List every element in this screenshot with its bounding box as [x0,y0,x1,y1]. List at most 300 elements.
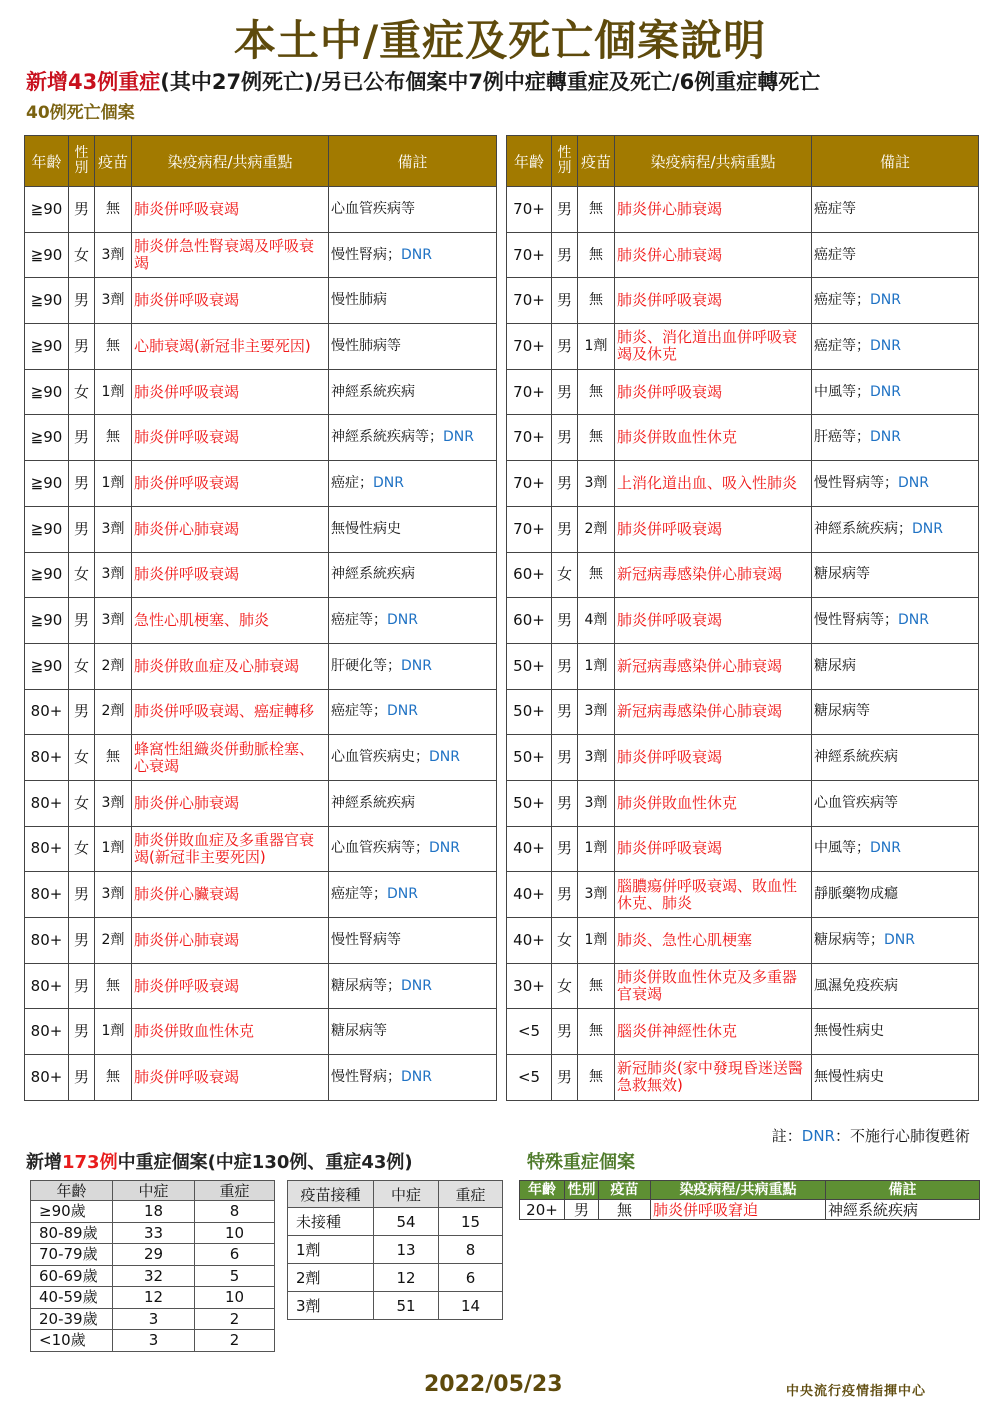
course-cell: 肺炎併敗血性休克 [615,780,812,826]
moderate-count-cell: 33 [113,1222,195,1244]
age-group-cell: 80-89歲 [31,1222,113,1244]
table-row [31,1201,275,1223]
course-cell: 肺炎、消化道出血併呼吸衰竭及休克 [615,324,812,370]
note-cell [329,369,497,415]
title-count: 173例 [62,1152,118,1173]
age-cell: 70+ [507,324,552,370]
vaccine-cell: 3劑 [95,552,132,598]
table-row [507,506,979,552]
subtitle [26,66,820,96]
report-date: 2022/05/23 [424,1372,563,1397]
note-text: 心血管疾病等 [331,200,415,217]
table-row [25,1009,497,1055]
table-row [507,963,979,1009]
table-row [25,369,497,415]
course-cell: 肺炎併敗血症及多重器官衰竭(新冠非主要死因) [132,826,329,872]
vaccine-cell: 1劑 [95,1009,132,1055]
vaccine-cell: 2劑 [95,918,132,964]
dnr-tag: DNR [401,657,432,674]
note-cell [812,689,979,735]
age-group-cell: <10歲 [31,1330,113,1352]
moderate-count-cell: 3 [113,1308,195,1330]
vaccine-status-cell: 1劑 [288,1236,374,1264]
table-row [288,1292,503,1320]
note-cell [329,232,497,278]
age-cell: 70+ [507,506,552,552]
table-row [25,735,497,781]
vaccine-cell: 3劑 [578,735,615,781]
sex-cell: 女 [552,552,578,598]
sex-cell: 男 [69,598,95,644]
sex-cell: 女 [69,643,95,689]
table-row [31,1222,275,1244]
note-cell: 神經系統疾病 [826,1200,980,1220]
dnr-tag: DNR [373,474,404,491]
table-row [25,689,497,735]
sex-cell: 男 [69,918,95,964]
age-cell: 80+ [25,1009,69,1055]
table-row [507,461,979,507]
vaccine-cell: 無 [578,369,615,415]
note-cell [329,1055,497,1101]
vaccine-cell: 無 [95,415,132,461]
note-text: 糖尿病等 [331,1023,387,1040]
note-cell [812,552,979,598]
table-row [507,643,979,689]
dnr-tag: DNR [870,337,901,354]
course-cell: 肺炎併呼吸衰竭 [132,1055,329,1101]
course-cell: 肺炎併呼吸衰竭 [132,461,329,507]
dnr-tag: DNR [387,703,418,720]
vaccine-cell: 無 [578,415,615,461]
table-row [507,278,979,324]
moderate-count-cell: 29 [113,1244,195,1266]
note-cell [329,780,497,826]
sex-cell: 男 [552,506,578,552]
table-row [25,552,497,598]
dnr-tag: DNR [912,520,943,537]
table-row [31,1308,275,1330]
note-cell [329,689,497,735]
course-cell: 肺炎、急性心肌梗塞 [615,918,812,964]
dnr-tag: DNR [443,429,474,446]
age-cell: 40+ [507,872,552,918]
severe-count-cell: 5 [195,1265,275,1287]
age-group-cell: ≥90歲 [31,1201,113,1223]
sex-cell: 男 [552,461,578,507]
vaccine-cell: 1劑 [95,369,132,415]
moderate-count-cell: 12 [113,1287,195,1309]
title-rest: 中重症個案(中症130例、重症43例) [117,1152,413,1173]
sex-cell: 男 [69,1055,95,1101]
dnr-footnote [772,1125,970,1146]
col-severe: 重症 [195,1181,275,1201]
age-cell: 70+ [507,461,552,507]
special-cases-title: 特殊重症個案 [527,1152,635,1173]
moderate-count-cell: 13 [374,1236,439,1264]
note-text: 癌症等； [331,886,387,903]
organization-name: 中央流行疫情指揮中心 [786,1384,927,1399]
note-cell [329,415,497,461]
dnr-tag: DNR [387,612,418,629]
course-cell: 肺炎併敗血性休克及多重器官衰竭 [615,963,812,1009]
table-row [25,506,497,552]
course-cell: 肺炎併呼吸衰竭 [615,598,812,644]
severe-count-cell: 6 [439,1264,503,1292]
note-cell [329,324,497,370]
table-row [25,643,497,689]
sex-cell: 女 [552,918,578,964]
course-cell: 肺炎併呼吸衰竭、癌症轉移 [132,689,329,735]
age-cell: ≧90 [25,232,69,278]
note-text: 中風等； [814,383,870,400]
vaccine-status-cell: 3劑 [288,1292,374,1320]
severe-count-cell: 10 [195,1222,275,1244]
note-text: 糖尿病等 [814,703,870,720]
age-cell: ≧90 [25,324,69,370]
note-cell [812,872,979,918]
vaccine-cell: 無 [578,187,615,233]
note-cell [329,643,497,689]
note-cell [812,1055,979,1101]
sex-cell: 男 [552,735,578,781]
vaccine-cell: 無 [95,324,132,370]
course-cell: 蜂窩性組織炎併動脈栓塞、心衰竭 [132,735,329,781]
sex-cell: 男 [552,643,578,689]
title-prefix: 新增 [26,1152,62,1173]
age-cell: ≧90 [25,369,69,415]
age-cell: 80+ [25,826,69,872]
note-text: 慢性腎病等 [331,931,401,948]
note-text: 慢性肺病等 [331,337,401,354]
table-row [25,461,497,507]
age-cell: 80+ [25,735,69,781]
note-text: 神經系統疾病 [331,383,415,400]
note-cell [812,461,979,507]
note-text: 糖尿病等； [814,931,884,948]
vaccine-cell: 無 [599,1200,651,1220]
vaccine-cell: 無 [578,232,615,278]
vaccine-cell: 3劑 [95,872,132,918]
course-cell: 肺炎併心肺衰竭 [132,918,329,964]
age-cell: 30+ [507,963,552,1009]
sex-cell: 男 [552,324,578,370]
dnr-tag: DNR [898,612,929,629]
course-cell: 肺炎併呼吸衰竭 [615,278,812,324]
course-cell: 上消化道出血、吸入性肺炎 [615,461,812,507]
note-text: 神經系統疾病等； [331,429,443,446]
table-row [25,598,497,644]
vaccine-cell: 3劑 [95,232,132,278]
age-cell: ≧90 [25,187,69,233]
course-cell: 新冠病毒感染併心肺衰竭 [615,643,812,689]
table-row [520,1200,980,1220]
age-cell: 70+ [507,369,552,415]
dnr-tag: DNR [870,840,901,857]
note-cell [812,278,979,324]
table-row [31,1287,275,1309]
age-cell: 70+ [507,187,552,233]
vaccine-cell: 1劑 [578,918,615,964]
table-row [25,872,497,918]
table-row [507,780,979,826]
table-row [507,598,979,644]
table-row [31,1244,275,1266]
table-row [507,689,979,735]
table-row [25,232,497,278]
course-cell: 新冠病毒感染併心肺衰竭 [615,552,812,598]
course-cell: 肺炎併呼吸衰竭 [132,415,329,461]
sex-cell: 女 [69,780,95,826]
note-text: 神經系統疾病； [814,520,912,537]
course-cell: 腦膿瘍併呼吸衰竭、敗血性休克、肺炎 [615,872,812,918]
sex-cell: 男 [552,232,578,278]
moderate-count-cell: 54 [374,1208,439,1236]
col-age: 年齡 [520,1181,565,1200]
note-text: 慢性腎病； [331,246,401,263]
sex-cell: 男 [552,872,578,918]
vaccine-cell: 1劑 [578,826,615,872]
note-text: 神經系統疾病 [331,566,415,583]
age-group-cell: 20-39歲 [31,1308,113,1330]
note-cell [812,643,979,689]
age-cell: 50+ [507,735,552,781]
note-text: 無慢性病史 [814,1068,884,1085]
footnote-prefix: 註： [771,1127,802,1145]
course-cell: 肺炎併心肺衰竭 [615,187,812,233]
severe-count-cell: 15 [439,1208,503,1236]
age-cell: 70+ [507,232,552,278]
age-group-cell: 70-79歲 [31,1244,113,1266]
dnr-tag: DNR [401,1068,432,1085]
death-table-right [506,135,979,1101]
note-text: 無慢性病史 [331,520,401,537]
note-cell [812,918,979,964]
table-row [25,780,497,826]
table-row [507,735,979,781]
severe-count-cell: 2 [195,1330,275,1352]
note-text: 風濕免疫疾病 [814,977,898,994]
severe-count-cell: 6 [195,1244,275,1266]
course-cell: 肺炎併心肺衰竭 [132,506,329,552]
age-cell: <5 [507,1009,552,1055]
table-row [25,278,497,324]
note-cell [329,826,497,872]
vaccine-cell: 3劑 [578,461,615,507]
course-cell: 新冠病毒感染併心肺衰竭 [615,689,812,735]
dnr-tag: DNR [429,840,460,857]
table-row [25,1055,497,1101]
severe-count-cell: 2 [195,1308,275,1330]
course-cell: 肺炎併呼吸衰竭 [615,826,812,872]
table-row [25,324,497,370]
table-row [288,1236,503,1264]
age-cell: 20+ [520,1200,565,1220]
course-cell: 肺炎併敗血症及心肺衰竭 [132,643,329,689]
vaccine-cell: 無 [95,187,132,233]
sex-cell: 男 [552,1009,578,1055]
table-row [25,187,497,233]
note-text: 神經系統疾病 [331,794,415,811]
new-cases-title [26,1148,413,1174]
note-text: 中風等； [814,840,870,857]
vaccine-cell: 4劑 [578,598,615,644]
vaccine-breakdown-table [287,1180,503,1320]
age-cell: ≧90 [25,278,69,324]
age-cell: 80+ [25,872,69,918]
course-cell: 肺炎併心肺衰竭 [615,232,812,278]
table-row [507,872,979,918]
table-row [25,963,497,1009]
age-cell: ≧90 [25,643,69,689]
note-cell [812,780,979,826]
age-cell: 60+ [507,552,552,598]
age-cell: ≧90 [25,598,69,644]
note-text: 心血管疾病史； [331,749,429,766]
age-cell: 40+ [507,918,552,964]
sex-cell: 女 [69,232,95,278]
col-moderate: 中症 [113,1181,195,1201]
note-cell [812,735,979,781]
sex-cell: 男 [69,506,95,552]
course-cell: 肺炎併呼吸衰竭 [132,278,329,324]
note-cell [329,872,497,918]
sex-cell: 男 [69,187,95,233]
note-cell [329,963,497,1009]
special-cases-table [519,1180,980,1220]
vaccine-cell: 無 [578,1055,615,1101]
course-cell: 腦炎併神經性休克 [615,1009,812,1055]
note-text: 癌症等； [331,612,387,629]
note-cell [812,1009,979,1055]
moderate-count-cell: 12 [374,1264,439,1292]
sex-cell: 男 [69,415,95,461]
vaccine-status-cell: 未接種 [288,1208,374,1236]
severe-count-cell: 14 [439,1292,503,1320]
note-cell [812,963,979,1009]
note-cell [812,415,979,461]
death-count-label: 40例死亡個案 [26,103,135,123]
sex-cell: 男 [69,461,95,507]
note-cell [329,278,497,324]
sex-cell: 男 [552,1055,578,1101]
subtitle-highlight: 新增43例重症 [26,70,161,94]
age-cell: 80+ [25,689,69,735]
moderate-count-cell: 3 [113,1330,195,1352]
table-row [507,1055,979,1101]
age-cell: 50+ [507,780,552,826]
col-note: 備註 [826,1181,980,1200]
sex-cell: 女 [69,826,95,872]
moderate-count-cell: 18 [113,1201,195,1223]
note-text: 糖尿病等； [331,977,401,994]
col-vaccine-status: 疫苗接種 [288,1181,374,1208]
note-text: 神經系統疾病 [814,749,898,766]
course-cell: 肺炎併急性腎衰竭及呼吸衰竭 [132,232,329,278]
page-title: 本土中/重症及死亡個案說明 [233,16,767,65]
table-row [507,415,979,461]
age-cell: 50+ [507,689,552,735]
table-row [507,232,979,278]
age-cell: ≧90 [25,415,69,461]
vaccine-status-cell: 2劑 [288,1264,374,1292]
vaccine-cell: 無 [95,1055,132,1101]
col-note: 備註 [812,136,979,187]
col-age: 年齡 [31,1181,113,1201]
note-cell [329,552,497,598]
dnr-tag: DNR [387,886,418,903]
moderate-count-cell: 32 [113,1265,195,1287]
col-sex: 性 別 [69,136,95,187]
table-row [507,918,979,964]
note-text: 靜脈藥物成癮 [814,886,898,903]
note-text: 癌症等 [814,246,856,263]
vaccine-cell: 3劑 [95,278,132,324]
vaccine-cell: 1劑 [578,324,615,370]
vaccine-cell: 無 [578,278,615,324]
dnr-tag: DNR [429,749,460,766]
course-cell: 肺炎併心臟衰竭 [132,872,329,918]
course-cell: 急性心肌梗塞、肺炎 [132,598,329,644]
dnr-tag: DNR [870,383,901,400]
table-row [507,187,979,233]
dnr-tag: DNR [401,977,432,994]
age-group-cell: 60-69歲 [31,1265,113,1287]
vaccine-cell: 3劑 [578,780,615,826]
moderate-count-cell: 51 [374,1292,439,1320]
note-text: 慢性腎病等； [814,474,898,491]
course-cell: 肺炎併呼吸衰竭 [615,369,812,415]
vaccine-cell: 1劑 [578,643,615,689]
sex-cell: 女 [69,369,95,415]
col-age: 年齡 [25,136,69,187]
course-cell: 新冠肺炎(家中發現昏迷送醫急救無效) [615,1055,812,1101]
note-text: 心血管疾病等 [814,794,898,811]
sex-cell: 男 [552,689,578,735]
sex-cell: 男 [552,780,578,826]
vaccine-cell: 3劑 [578,689,615,735]
note-cell [812,187,979,233]
age-cell: ≧90 [25,461,69,507]
age-cell: 70+ [507,415,552,461]
sex-cell: 男 [552,278,578,324]
table-row [507,369,979,415]
sex-cell: 男 [552,826,578,872]
death-table-left [24,135,497,1101]
course-cell: 肺炎併呼吸衰竭 [132,369,329,415]
subtitle-rest: (其中27例死亡)/另已公布個案中7例中症轉重症及死亡/6例重症轉死亡 [160,70,821,94]
note-cell [812,826,979,872]
vaccine-cell: 無 [95,963,132,1009]
table-row [288,1208,503,1236]
sex-cell: 男 [69,963,95,1009]
col-age: 年齡 [507,136,552,187]
table-row [507,826,979,872]
note-text: 糖尿病 [814,657,856,674]
table-row [25,415,497,461]
course-cell: 肺炎併敗血性休克 [615,415,812,461]
vaccine-cell: 3劑 [578,872,615,918]
col-course: 染疫病程/共病重點 [132,136,329,187]
sex-cell: 男 [552,187,578,233]
vaccine-cell: 1劑 [95,826,132,872]
col-sex: 性別 [565,1181,599,1200]
col-vaccine: 疫苗 [95,136,132,187]
table-row [507,324,979,370]
course-cell: 肺炎併呼吸窘迫 [651,1200,826,1220]
sex-cell: 男 [69,324,95,370]
note-text: 癌症等； [814,292,870,309]
